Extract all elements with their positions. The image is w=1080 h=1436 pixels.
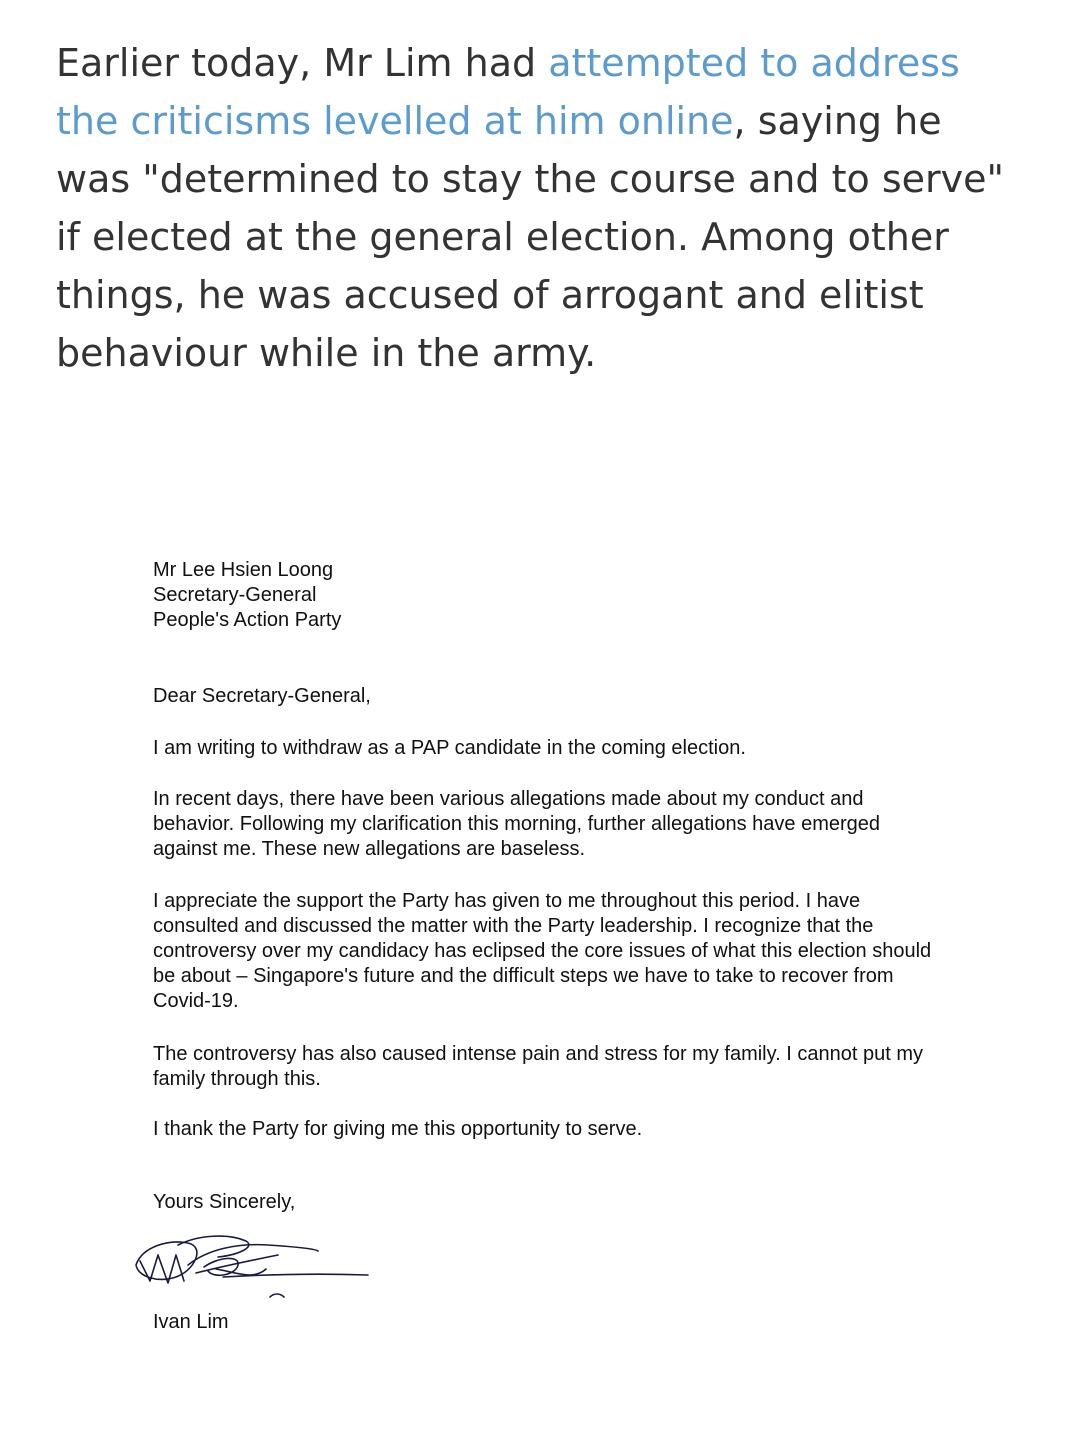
recipient-block	[153, 558, 341, 633]
letter-paragraph-1: I am writing to withdraw as a PAP candidate in the coming election.	[153, 737, 746, 759]
recipient-name: Mr Lee Hsien Loong	[153, 559, 334, 581]
letter-salutation: Dear Secretary-General,	[153, 685, 371, 707]
article-text-after: , saying he was "determined to stay the course and to serve" if elected at the general election. Among other things, he was accused of arrogant and elitist behaviour while in the army.	[56, 99, 1004, 375]
recipient-title: Secretary-General	[153, 584, 317, 606]
signer-name: Ivan Lim	[153, 1311, 229, 1333]
handwritten-signature	[128, 1225, 378, 1310]
letter-paragraph-4: The controversy has also caused intense pain and stress for my family. I cannot put my family through this.	[153, 1043, 923, 1090]
letter-closing: Yours Sincerely,	[153, 1191, 296, 1213]
letter-paragraph-2: In recent days, there have been various allegations made about my conduct and behavior. Following my clarification this morning, further allegations have emerged against me. These new allegations are baseless.	[153, 788, 881, 860]
recipient-org: People's Action Party	[153, 609, 342, 631]
letter-paragraph-3: I appreciate the support the Party has given to me throughout this period. I have consulted and discussed the matter with the Party leadership. I recognize that the controversy over my candidacy has eclipsed the core issues of what this election should be about – Singapore's future and the difficult steps we have to take to recover from Covid-19.	[153, 890, 932, 1012]
article-paragraph	[56, 34, 1016, 382]
article-text-before: Earlier today, Mr Lim had	[56, 41, 549, 85]
article-link[interactable]: attempted to address the criticisms levelled at him online	[56, 41, 960, 143]
letter-paragraph-5: I thank the Party for giving me this opportunity to serve.	[153, 1118, 643, 1140]
